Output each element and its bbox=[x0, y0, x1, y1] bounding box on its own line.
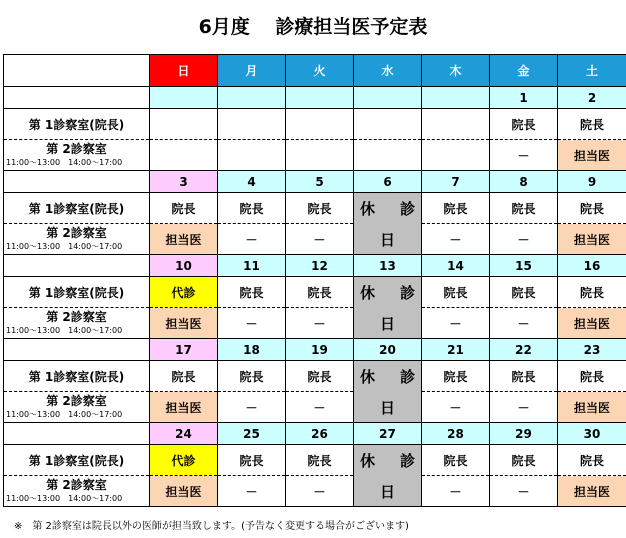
room1-cell-fri: 院長 bbox=[490, 361, 558, 392]
schedule-table bbox=[3, 54, 626, 507]
room1-cell-tue: 院長 bbox=[286, 361, 354, 392]
room2-label bbox=[4, 392, 150, 423]
date-cell-thu: 7 bbox=[422, 171, 490, 193]
room2-hours: 11:00～13:00 14:00～17:00 bbox=[6, 493, 123, 503]
room2-cell-fri: － bbox=[490, 476, 558, 507]
room2-cell-tue: － bbox=[286, 224, 354, 255]
date-cell-tue: 19 bbox=[286, 339, 354, 361]
holiday-cell bbox=[354, 277, 422, 339]
holiday-char-bi: 日 bbox=[379, 230, 395, 249]
room1-label-text: 第 1診察室(院長) bbox=[28, 117, 125, 132]
weekday-header-mon: 月 bbox=[218, 55, 286, 87]
room1-cell-tue: 院長 bbox=[286, 445, 354, 476]
room1-cell-thu: 院長 bbox=[422, 445, 490, 476]
room2-cell-tue bbox=[286, 140, 354, 171]
room1-cell-mon: 院長 bbox=[218, 445, 286, 476]
room2-label bbox=[4, 224, 150, 255]
holiday-cell bbox=[354, 445, 422, 507]
date-row bbox=[4, 339, 626, 361]
room1-cell-sun: 代診 bbox=[150, 277, 218, 308]
date-row-label bbox=[4, 87, 150, 109]
weekday-header-thu: 木 bbox=[422, 55, 490, 87]
date-row-label bbox=[4, 339, 150, 361]
date-row bbox=[4, 255, 626, 277]
holiday-char-kyu: 休 bbox=[360, 451, 376, 470]
weekday-header-sun: 日 bbox=[150, 55, 218, 87]
date-cell-thu: 28 bbox=[422, 423, 490, 445]
date-cell-sat: 2 bbox=[558, 87, 626, 109]
room2-row bbox=[4, 224, 626, 255]
room2-label bbox=[4, 308, 150, 339]
room2-cell-mon: － bbox=[218, 476, 286, 507]
date-row-label bbox=[4, 171, 150, 193]
holiday-char-shin: 診 bbox=[399, 451, 415, 470]
holiday-mark bbox=[354, 194, 421, 254]
room1-label-text: 第 1診察室(院長) bbox=[28, 453, 125, 468]
room1-cell-fri: 院長 bbox=[490, 445, 558, 476]
date-cell-sat: 30 bbox=[558, 423, 626, 445]
date-cell-sun: 10 bbox=[150, 255, 218, 277]
room2-cell-tue: － bbox=[286, 476, 354, 507]
date-cell-tue: 12 bbox=[286, 255, 354, 277]
room2-label bbox=[4, 476, 150, 507]
room1-cell-mon: 院長 bbox=[218, 361, 286, 392]
date-cell-sun bbox=[150, 87, 218, 109]
header-corner bbox=[4, 55, 150, 87]
date-cell-sat: 23 bbox=[558, 339, 626, 361]
holiday-char-bi: 日 bbox=[379, 314, 395, 333]
room1-cell-sat: 院長 bbox=[558, 109, 626, 140]
room1-cell-fri: 院長 bbox=[490, 193, 558, 224]
room1-cell-thu: 院長 bbox=[422, 193, 490, 224]
date-cell-tue bbox=[286, 87, 354, 109]
holiday-cell bbox=[354, 193, 422, 255]
date-cell-sun: 17 bbox=[150, 339, 218, 361]
room1-cell-thu: 院長 bbox=[422, 277, 490, 308]
holiday-mark bbox=[354, 362, 421, 422]
holiday-char-kyu: 休 bbox=[360, 199, 376, 218]
room2-cell-sun bbox=[150, 140, 218, 171]
room2-cell-sat: 担当医 bbox=[558, 224, 626, 255]
date-cell-tue: 5 bbox=[286, 171, 354, 193]
room2-cell-tue: － bbox=[286, 392, 354, 423]
date-row bbox=[4, 87, 626, 109]
weekday-header-tue: 火 bbox=[286, 55, 354, 87]
room1-cell-mon: 院長 bbox=[218, 277, 286, 308]
room1-row bbox=[4, 361, 626, 392]
footnote: ※ 第 2診察室は院長以外の医師が担当致します。(予告なく変更する場合がございます) bbox=[14, 521, 409, 532]
room1-cell-thu: 院長 bbox=[422, 361, 490, 392]
weekday-header-sat: 土 bbox=[558, 55, 626, 87]
date-row bbox=[4, 423, 626, 445]
room2-row bbox=[4, 308, 626, 339]
page-title: 6月度 診療担当医予定表 bbox=[198, 16, 428, 38]
room2-cell-thu: － bbox=[422, 476, 490, 507]
date-cell-thu bbox=[422, 87, 490, 109]
date-row-label bbox=[4, 423, 150, 445]
room2-cell-sun: 担当医 bbox=[150, 392, 218, 423]
date-cell-mon: 25 bbox=[218, 423, 286, 445]
room1-row bbox=[4, 193, 626, 224]
room1-cell-sun: 院長 bbox=[150, 361, 218, 392]
room2-cell-sat: 担当医 bbox=[558, 140, 626, 171]
room2-label bbox=[4, 140, 150, 171]
room1-cell-sun: 代診 bbox=[150, 445, 218, 476]
date-row bbox=[4, 171, 626, 193]
date-cell-fri: 29 bbox=[490, 423, 558, 445]
room1-cell-mon bbox=[218, 109, 286, 140]
holiday-char-shin: 診 bbox=[399, 283, 415, 302]
room2-cell-fri: － bbox=[490, 308, 558, 339]
date-cell-tue: 26 bbox=[286, 423, 354, 445]
room1-label-text: 第 1診察室(院長) bbox=[28, 369, 125, 384]
room2-cell-sat: 担当医 bbox=[558, 392, 626, 423]
room2-cell-sat: 担当医 bbox=[558, 476, 626, 507]
room2-cell-sun: 担当医 bbox=[150, 308, 218, 339]
room2-label-text: 第 2診察室 bbox=[46, 141, 107, 156]
room2-cell-mon bbox=[218, 140, 286, 171]
holiday-char-kyu: 休 bbox=[360, 367, 376, 386]
room1-cell-wed bbox=[354, 109, 422, 140]
date-cell-wed: 13 bbox=[354, 255, 422, 277]
room2-row bbox=[4, 140, 626, 171]
room1-cell-sat: 院長 bbox=[558, 361, 626, 392]
room2-cell-mon: － bbox=[218, 308, 286, 339]
room1-cell-fri: 院長 bbox=[490, 277, 558, 308]
room1-cell-fri: 院長 bbox=[490, 109, 558, 140]
room1-cell-tue bbox=[286, 109, 354, 140]
room1-cell-sat: 院長 bbox=[558, 193, 626, 224]
date-cell-fri: 8 bbox=[490, 171, 558, 193]
room2-row bbox=[4, 476, 626, 507]
weekday-header-row bbox=[4, 55, 626, 87]
room2-cell-fri: － bbox=[490, 224, 558, 255]
room2-cell-fri: － bbox=[490, 392, 558, 423]
room1-cell-sun: 院長 bbox=[150, 193, 218, 224]
room1-cell-tue: 院長 bbox=[286, 193, 354, 224]
room2-row bbox=[4, 392, 626, 423]
holiday-char-bi: 日 bbox=[379, 398, 395, 417]
date-cell-wed: 20 bbox=[354, 339, 422, 361]
room1-row bbox=[4, 445, 626, 476]
holiday-char-kyu: 休 bbox=[360, 283, 376, 302]
date-cell-fri: 22 bbox=[490, 339, 558, 361]
room2-cell-sun: 担当医 bbox=[150, 224, 218, 255]
date-cell-thu: 21 bbox=[422, 339, 490, 361]
date-cell-thu: 14 bbox=[422, 255, 490, 277]
date-cell-sat: 16 bbox=[558, 255, 626, 277]
date-cell-wed bbox=[354, 87, 422, 109]
date-cell-sat: 9 bbox=[558, 171, 626, 193]
room2-hours: 11:00～13:00 14:00～17:00 bbox=[6, 325, 123, 335]
weekday-header-wed: 水 bbox=[354, 55, 422, 87]
room2-hours: 11:00～13:00 14:00～17:00 bbox=[6, 157, 123, 167]
holiday-mark bbox=[354, 446, 421, 506]
room2-cell-sun: 担当医 bbox=[150, 476, 218, 507]
room1-cell-tue: 院長 bbox=[286, 277, 354, 308]
date-cell-sun: 3 bbox=[150, 171, 218, 193]
room2-label-text: 第 2診察室 bbox=[46, 309, 107, 324]
room2-cell-mon: － bbox=[218, 224, 286, 255]
room2-cell-thu: － bbox=[422, 308, 490, 339]
holiday-char-bi: 日 bbox=[379, 482, 395, 501]
room2-label-text: 第 2診察室 bbox=[46, 393, 107, 408]
room2-cell-mon: － bbox=[218, 392, 286, 423]
date-cell-wed: 6 bbox=[354, 171, 422, 193]
room1-label bbox=[4, 193, 150, 224]
room2-cell-thu: － bbox=[422, 224, 490, 255]
room1-cell-thu bbox=[422, 109, 490, 140]
holiday-char-shin: 診 bbox=[399, 199, 415, 218]
date-cell-mon: 18 bbox=[218, 339, 286, 361]
room2-hours: 11:00～13:00 14:00～17:00 bbox=[6, 409, 123, 419]
holiday-char-shin: 診 bbox=[399, 367, 415, 386]
room2-cell-wed bbox=[354, 140, 422, 171]
date-cell-mon: 11 bbox=[218, 255, 286, 277]
date-cell-fri: 1 bbox=[490, 87, 558, 109]
date-cell-mon bbox=[218, 87, 286, 109]
room1-cell-sun bbox=[150, 109, 218, 140]
date-cell-sun: 24 bbox=[150, 423, 218, 445]
room2-cell-fri: － bbox=[490, 140, 558, 171]
room2-cell-thu bbox=[422, 140, 490, 171]
weekday-header-fri: 金 bbox=[490, 55, 558, 87]
room1-label bbox=[4, 277, 150, 308]
date-cell-mon: 4 bbox=[218, 171, 286, 193]
room2-label-text: 第 2診察室 bbox=[46, 225, 107, 240]
room1-row bbox=[4, 109, 626, 140]
room2-cell-tue: － bbox=[286, 308, 354, 339]
room1-label bbox=[4, 361, 150, 392]
room2-cell-thu: － bbox=[422, 392, 490, 423]
room1-label-text: 第 1診察室(院長) bbox=[28, 285, 125, 300]
room1-cell-sat: 院長 bbox=[558, 445, 626, 476]
room1-label-text: 第 1診察室(院長) bbox=[28, 201, 125, 216]
date-cell-wed: 27 bbox=[354, 423, 422, 445]
room1-cell-mon: 院長 bbox=[218, 193, 286, 224]
holiday-mark bbox=[354, 278, 421, 338]
room1-label bbox=[4, 445, 150, 476]
date-cell-fri: 15 bbox=[490, 255, 558, 277]
date-row-label bbox=[4, 255, 150, 277]
room1-label bbox=[4, 109, 150, 140]
room2-label-text: 第 2診察室 bbox=[46, 477, 107, 492]
room2-hours: 11:00～13:00 14:00～17:00 bbox=[6, 241, 123, 251]
room1-cell-sat: 院長 bbox=[558, 277, 626, 308]
holiday-cell bbox=[354, 361, 422, 423]
room1-row bbox=[4, 277, 626, 308]
room2-cell-sat: 担当医 bbox=[558, 308, 626, 339]
